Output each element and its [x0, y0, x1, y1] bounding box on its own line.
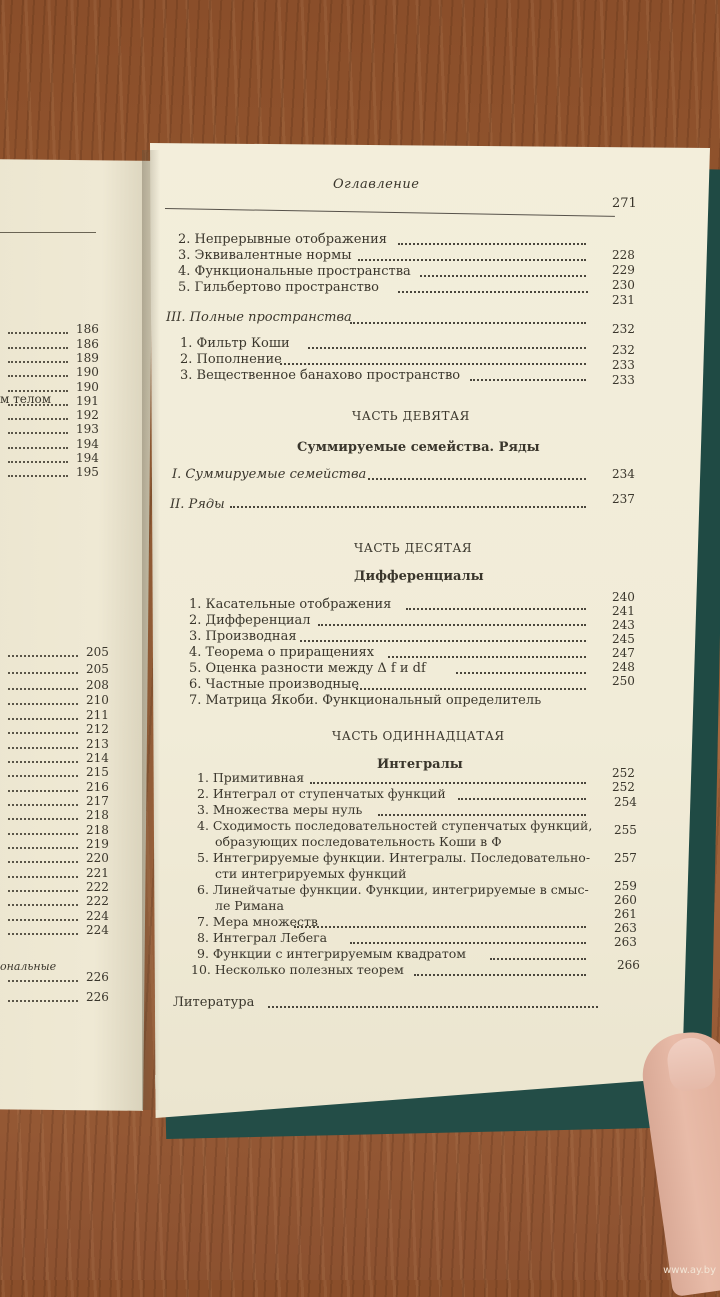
left-page-dot-leader	[8, 761, 78, 763]
toc-page-number: 240	[612, 590, 635, 604]
dot-leader	[368, 478, 586, 480]
dot-leader	[398, 291, 588, 293]
toc-entry: 2. Дифференциал	[189, 613, 311, 628]
toc-page-number: 229	[612, 263, 635, 277]
left-page-number: 193	[76, 422, 99, 436]
toc-entry: 5. Оценка разности между Δ f и df	[189, 661, 426, 676]
left-page-number: 208	[86, 678, 109, 692]
toc-page-number: 231	[612, 293, 635, 307]
toc-page-number: 261	[614, 907, 637, 921]
toc-page-number: 263	[614, 935, 637, 949]
toc-entry: 1. Примитивная	[197, 770, 305, 785]
toc-literature: Литература	[173, 995, 255, 1010]
part-title: Интегралы	[377, 757, 463, 772]
dot-leader	[230, 506, 586, 508]
toc-entry: 6. Частные производные	[189, 677, 360, 692]
left-page-dot-leader	[8, 672, 78, 674]
toc-entry: 3. Эквивалентные нормы	[178, 248, 352, 263]
toc-entry: 4. Функциональные пространства	[178, 264, 411, 279]
left-page-dot-leader	[8, 790, 78, 792]
left-page-number: 194	[76, 451, 99, 465]
page-number: 271	[612, 196, 637, 211]
toc-entry: 7. Мера множеств	[197, 914, 318, 929]
left-page-number: 190	[76, 380, 99, 394]
toc-page-number: 234	[612, 467, 635, 481]
left-page-number: 216	[86, 780, 109, 794]
toc-page-number: 247	[612, 646, 635, 660]
toc-chapter-heading: I. Суммируемые семейства	[172, 467, 367, 482]
toc-entry: 2. Интеграл от ступенчатых функций	[197, 786, 446, 801]
dot-leader	[350, 942, 586, 944]
toc-page-number: 259	[614, 879, 637, 893]
left-page-dot-leader	[8, 447, 68, 449]
dot-leader	[356, 688, 586, 690]
left-page-dot-leader	[8, 475, 68, 477]
left-page-number: 194	[76, 437, 99, 451]
left-page-fragment: м телом	[0, 392, 52, 406]
toc-entry: 2. Пополнение	[180, 352, 282, 367]
dot-leader	[490, 958, 586, 960]
dot-leader	[456, 672, 586, 674]
dot-leader	[358, 259, 586, 261]
left-page-number: 210	[86, 693, 109, 707]
dot-leader	[350, 322, 586, 324]
left-page-number: 222	[86, 894, 109, 908]
left-page-number: 226	[86, 970, 109, 984]
left-page-number: 186	[76, 337, 99, 351]
left-page-number: 226	[86, 990, 109, 1004]
left-page-dot-leader	[8, 655, 78, 657]
left-page-dot-leader	[8, 418, 68, 420]
left-page-number: 220	[86, 851, 109, 865]
left-page-dot-leader	[8, 732, 78, 734]
dot-leader	[310, 782, 586, 784]
dot-leader	[294, 926, 586, 928]
toc-entry-continuation: ле Римана	[215, 898, 285, 913]
part-title: Дифференциалы	[354, 569, 484, 584]
toc-page-number: 254	[614, 795, 637, 809]
left-page-number: 191	[76, 394, 99, 408]
toc-chapter-heading: II. Ряды	[170, 497, 225, 512]
toc-page-number: 245	[612, 632, 635, 646]
dot-leader	[268, 1006, 598, 1008]
toc-page-number: 263	[614, 921, 637, 935]
watermark: www.ay.by	[663, 1265, 716, 1276]
left-page-number: 186	[76, 322, 99, 336]
running-header-title: Оглавление	[333, 177, 420, 192]
dot-leader	[308, 347, 586, 349]
left-page-number: 190	[76, 365, 99, 379]
left-page-number: 195	[76, 465, 99, 479]
left-page-number: 205	[86, 662, 109, 676]
toc-chapter-heading: III. Полные пространства	[166, 310, 352, 325]
gutter-shadow	[142, 150, 160, 1110]
left-page-dot-leader	[8, 919, 78, 921]
toc-entry: 1. Касательные отображения	[189, 597, 392, 612]
left-page-dot-leader	[8, 347, 68, 349]
toc-page-number: 255	[614, 823, 637, 837]
toc-entry: 9. Функции с интегрируемым квадратом	[197, 946, 467, 961]
toc-entry: 7. Матрица Якоби. Функциональный определитель	[189, 693, 542, 708]
toc-entry: 6. Линейчатые функции. Функции, интегрируемые в смыс-	[197, 882, 589, 897]
toc-page-number: 230	[612, 278, 635, 292]
dot-leader	[398, 243, 586, 245]
left-page-dot-leader	[8, 718, 78, 720]
toc-page-number: 252	[612, 780, 635, 794]
dot-leader	[378, 814, 586, 816]
left-page-dot-leader	[8, 375, 68, 377]
left-page-header-rule	[0, 232, 96, 233]
toc-entry: 1. Фильтр Коши	[180, 336, 290, 351]
toc-page-number: 233	[612, 373, 635, 387]
left-page-dot-leader	[8, 1000, 78, 1002]
toc-page-number: 257	[614, 851, 637, 865]
left-page-dot-leader	[8, 703, 78, 705]
part-label: ЧАСТЬ ДЕВЯТАЯ	[352, 409, 470, 423]
left-page-dot-leader	[8, 833, 78, 835]
dot-leader	[470, 379, 586, 381]
toc-entry-continuation: образующих последовательность Коши в Ф	[215, 834, 502, 849]
left-page-number: 218	[86, 808, 109, 822]
left-page-dot-leader	[8, 775, 78, 777]
left-page-dot-leader	[8, 861, 78, 863]
toc-page-number: 228	[612, 248, 635, 262]
left-page-dot-leader	[8, 804, 78, 806]
toc-page-number: 243	[612, 618, 635, 632]
toc-page-number: 237	[612, 492, 635, 506]
left-page-number: 219	[86, 837, 109, 851]
part-label: ЧАСТЬ ДЕСЯТАЯ	[354, 541, 473, 555]
left-page-dot-leader	[8, 818, 78, 820]
toc-entry: 10. Несколько полезных теорем	[191, 962, 404, 977]
toc-entry: 5. Гильбертово пространство	[178, 280, 379, 295]
dot-leader	[388, 656, 586, 658]
left-page-dot-leader	[8, 432, 68, 434]
toc-page-number: 248	[612, 660, 635, 674]
dot-leader	[420, 275, 586, 277]
left-page-number: 214	[86, 751, 109, 765]
left-page-dot-leader	[8, 876, 78, 878]
left-page-number: 212	[86, 722, 109, 736]
dot-leader	[280, 363, 586, 365]
toc-page-number: 260	[614, 893, 637, 907]
toc-entry: 3. Вещественное банахово пространство	[180, 368, 461, 383]
toc-entry-continuation: сти интегрируемых функций	[215, 866, 407, 881]
dot-leader	[458, 798, 586, 800]
dot-leader	[300, 640, 586, 642]
left-page-dot-leader	[8, 933, 78, 935]
left-page-number: 215	[86, 765, 109, 779]
left-page-dot-leader	[8, 461, 68, 463]
dot-leader	[414, 974, 586, 976]
left-page-dot-leader	[8, 688, 78, 690]
toc-entry: 3. Множества меры нуль	[197, 802, 363, 817]
left-page-number: 189	[76, 351, 99, 365]
part-title: Суммируемые семейства. Ряды	[297, 440, 540, 455]
left-page-number: 221	[86, 866, 109, 880]
toc-entry: 3. Производная	[189, 629, 297, 644]
dot-leader	[406, 608, 586, 610]
left-page-number: 218	[86, 823, 109, 837]
toc-page-number: 232	[612, 322, 635, 336]
left-page-number: 211	[86, 708, 109, 722]
left-page-number: 217	[86, 794, 109, 808]
toc-entry: 4. Сходимость последовательностей ступенчатых функций,	[197, 818, 593, 833]
toc-page-number: 252	[612, 766, 635, 780]
left-page-dot-leader	[8, 332, 68, 334]
left-page-number: 224	[86, 923, 109, 937]
toc-entry: 2. Непрерывные отображения	[178, 232, 387, 247]
left-page-fragment: ональные	[0, 960, 57, 973]
left-page-number: 205	[86, 645, 109, 659]
dot-leader	[318, 624, 586, 626]
left-page-number: 222	[86, 880, 109, 894]
left-page-dot-leader	[8, 361, 68, 363]
toc-page-number: 233	[612, 358, 635, 372]
part-label: ЧАСТЬ ОДИННАДЦАТАЯ	[332, 729, 505, 743]
left-page-dot-leader	[8, 847, 78, 849]
toc-entry: 5. Интегрируемые функции. Интегралы. Последовательно-	[197, 850, 591, 865]
left-page-number: 224	[86, 909, 109, 923]
left-page-number: 213	[86, 737, 109, 751]
toc-page-number: 232	[612, 343, 635, 357]
left-page-dot-leader	[8, 980, 78, 982]
left-page-number: 192	[76, 408, 99, 422]
toc-page-number: 241	[612, 604, 635, 618]
left-page-dot-leader	[8, 747, 78, 749]
toc-page-number: 266	[617, 958, 640, 972]
toc-page-number: 250	[612, 674, 635, 688]
toc-entry: 4. Теорема о приращениях	[189, 645, 375, 660]
left-page-dot-leader	[8, 890, 78, 892]
left-page-dot-leader	[8, 904, 78, 906]
toc-entry: 8. Интеграл Лебега	[197, 930, 328, 945]
